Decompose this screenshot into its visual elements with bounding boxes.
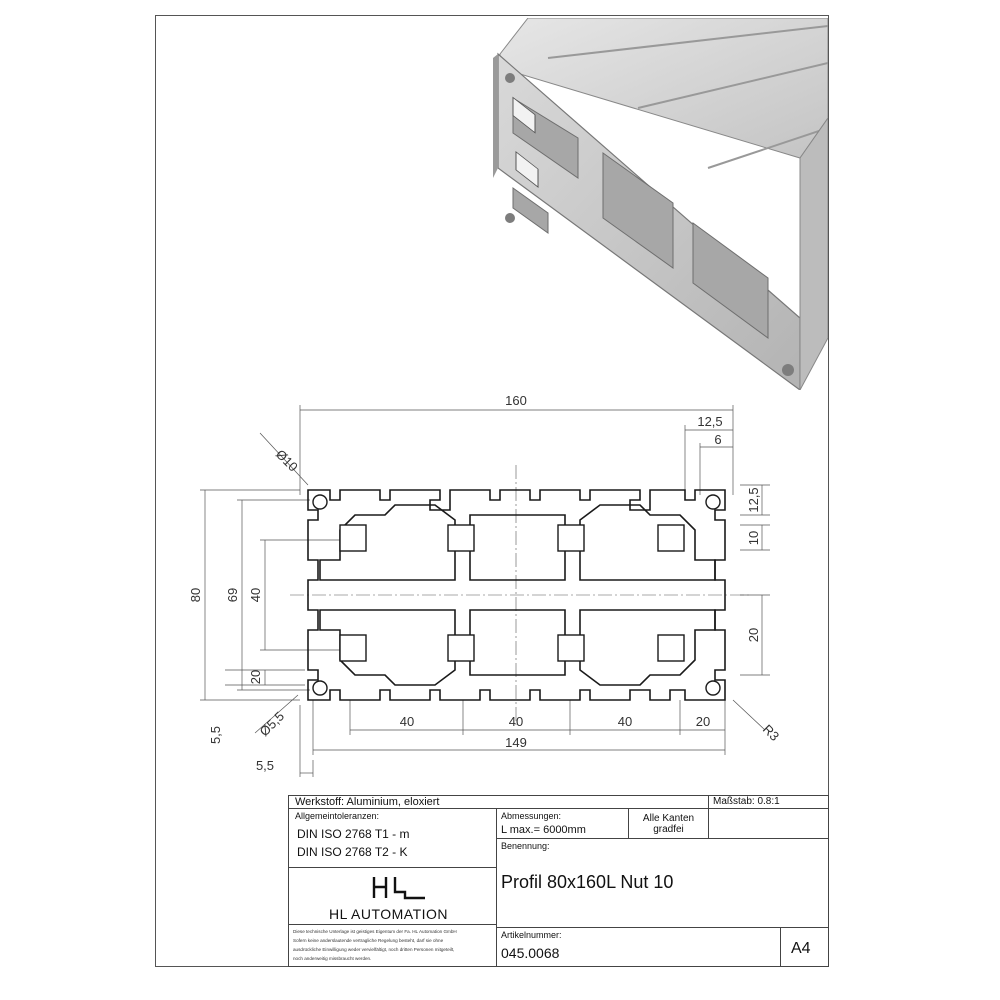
dimensions-label: Abmessungen: <box>501 811 562 821</box>
edges-cell <box>628 808 709 839</box>
dimensions-cell <box>496 808 629 839</box>
logo-cell <box>288 867 497 925</box>
dim-10-right: 10 <box>746 530 761 546</box>
tolerance-1: DIN ISO 2768 T1 - m <box>297 827 410 841</box>
dim-6: 6 <box>714 432 722 447</box>
name-label: Benennung: <box>501 841 550 851</box>
dim-12-5-top: 12,5 <box>697 414 723 429</box>
dim-69: 69 <box>225 587 240 603</box>
dim-40-bottom-2: 40 <box>508 714 524 729</box>
dim-12-5-right: 12,5 <box>746 487 761 513</box>
scale-text: Maßstab: 0.8:1 <box>713 796 780 807</box>
dim-20-bottom: 20 <box>695 714 711 729</box>
material-cell <box>288 795 709 809</box>
legal-line-1: Diese technische Unterlage ist geistiges Eigentum der Fa. HL Automation GmbH <box>293 929 457 934</box>
name-cell <box>496 838 829 928</box>
legal-cell <box>288 924 497 967</box>
dim-5-5-vertical: 5,5 <box>208 725 223 745</box>
edges-2: gradfei <box>653 824 684 835</box>
dim-20-left: 20 <box>248 669 263 685</box>
dim-160: 160 <box>505 393 527 408</box>
name-value: Profil 80x160L Nut 10 <box>501 872 674 892</box>
tolerance-cell <box>288 808 497 868</box>
article-value: 045.0068 <box>501 945 560 961</box>
dim-80: 80 <box>188 587 203 603</box>
scale-cell <box>708 795 829 809</box>
dim-dia10: Ø10 <box>272 446 301 475</box>
material-text: Werkstoff: Aluminium, eloxiert <box>295 796 440 808</box>
edges-1: Alle Kanten <box>642 813 695 824</box>
dim-40-bottom-1: 40 <box>399 714 415 729</box>
title-block <box>288 795 829 967</box>
tolerance-label: Allgemeintoleranzen: <box>295 811 380 821</box>
dim-20-right: 20 <box>746 627 761 643</box>
legal-line-3: ausdrückliche Einwilligung weder vervielfältigt, noch dritten Personen mitgeteilt, <box>293 947 455 952</box>
hl-logo-icon <box>369 874 429 902</box>
legal-line-2: Sofern keine anderslautende vertragliche Regelung besteht, darf sie ohne <box>293 938 444 943</box>
article-cell <box>496 927 781 967</box>
tolerance-2: DIN ISO 2768 T2 - K <box>297 845 408 859</box>
profile-3d-render <box>488 18 828 390</box>
format-value: A4 <box>791 940 811 957</box>
cross-section-drawing <box>180 385 820 790</box>
dim-dia5-5: Ø5,5 <box>256 708 288 740</box>
dimensions-value: L max.= 6000mm <box>501 824 586 836</box>
dim-149: 149 <box>505 735 527 750</box>
legal-line-4: noch anderweitig missbraucht werden. <box>293 956 372 961</box>
format-cell <box>780 927 829 967</box>
dim-40-bottom-3: 40 <box>617 714 633 729</box>
dim-r3: R3 <box>759 721 783 744</box>
dim-40-left: 40 <box>248 587 263 603</box>
article-label: Artikelnummer: <box>501 930 562 940</box>
dim-5-5-horizontal: 5,5 <box>255 758 275 773</box>
company-name: HL AUTOMATION <box>329 906 449 922</box>
